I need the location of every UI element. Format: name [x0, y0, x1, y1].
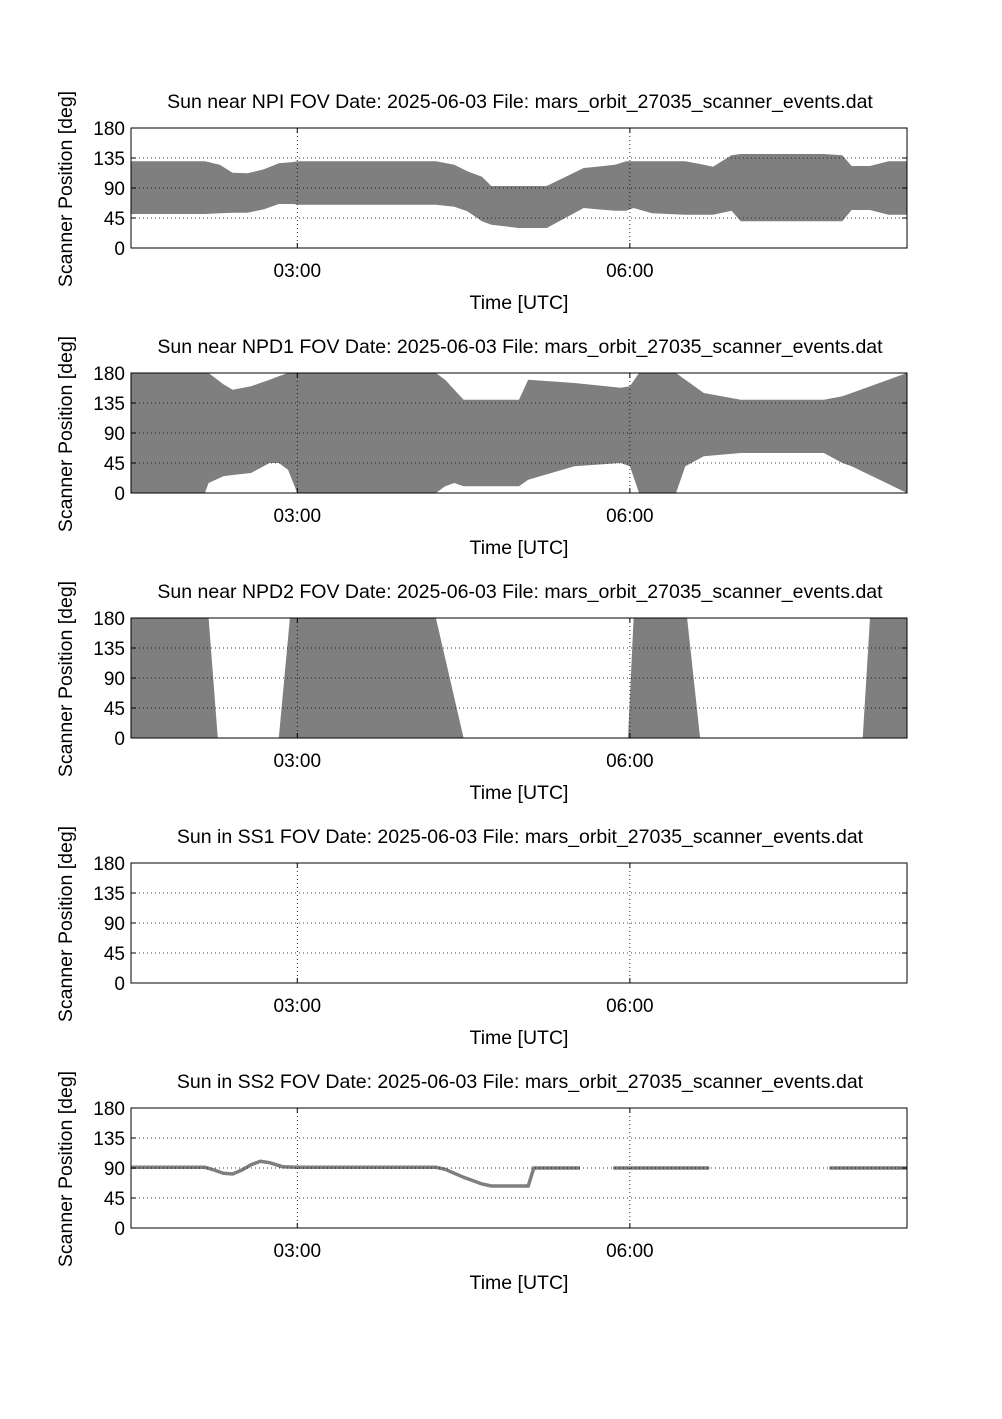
y-tick-label: 0	[114, 239, 125, 260]
y-axis-label: Scanner Position [deg]	[55, 335, 77, 533]
y-axis-label: Scanner Position [deg]	[55, 90, 77, 288]
x-axis-label: Time [UTC]	[469, 292, 569, 314]
x-axis-label: Time [UTC]	[469, 537, 569, 559]
x-tick-label: 06:00	[606, 506, 654, 527]
panel-4	[55, 826, 907, 1049]
y-tick-label: 135	[93, 1129, 125, 1150]
fov-segment	[131, 618, 218, 738]
chart-title: Sun near NPD2 FOV Date: 2025-06-03 File: mars_orbit_27035_scanner_events.dat	[157, 581, 883, 603]
y-tick-label: 135	[93, 639, 125, 660]
y-tick-label: 180	[93, 364, 125, 385]
y-tick-label: 45	[103, 944, 125, 965]
chart-title: Sun near NPI FOV Date: 2025-06-03 File: mars_orbit_27035_scanner_events.dat	[167, 91, 873, 113]
y-tick-label: 135	[93, 394, 125, 415]
x-tick-label: 03:00	[273, 751, 322, 772]
x-tick-label: 03:00	[273, 1241, 322, 1262]
y-tick-label: 135	[93, 149, 125, 170]
y-tick-label: 180	[93, 119, 125, 140]
x-axis-label: Time [UTC]	[469, 782, 569, 804]
y-tick-label: 0	[114, 974, 125, 995]
x-axis-label: Time [UTC]	[469, 1027, 569, 1049]
panel-5	[55, 1071, 907, 1294]
panel-3	[55, 581, 907, 804]
x-tick-label: 03:00	[273, 996, 322, 1017]
y-tick-label: 0	[114, 729, 125, 750]
y-tick-label: 45	[103, 1189, 125, 1210]
fov-segment	[863, 618, 907, 738]
y-tick-label: 45	[103, 209, 125, 230]
y-tick-label: 45	[103, 699, 125, 720]
y-tick-label: 0	[114, 1219, 125, 1240]
x-tick-label: 06:00	[606, 1241, 654, 1262]
panel-2	[55, 336, 907, 559]
y-axis-label: Scanner Position [deg]	[55, 1070, 77, 1268]
x-tick-label: 03:00	[273, 261, 322, 282]
y-tick-label: 90	[103, 179, 125, 200]
chart-title: Sun in SS2 FOV Date: 2025-06-03 File: mars_orbit_27035_scanner_events.dat	[176, 1071, 864, 1093]
x-tick-label: 06:00	[606, 261, 654, 282]
y-tick-label: 90	[103, 914, 125, 935]
y-axis-label: Scanner Position [deg]	[55, 825, 77, 1023]
y-tick-label: 90	[103, 1159, 125, 1180]
y-axis-label: Scanner Position [deg]	[55, 580, 77, 778]
chart-title: Sun near NPD1 FOV Date: 2025-06-03 File: mars_orbit_27035_scanner_events.dat	[157, 336, 883, 358]
x-tick-label: 06:00	[606, 996, 654, 1017]
y-tick-label: 135	[93, 884, 125, 905]
x-tick-label: 03:00	[273, 506, 322, 527]
y-tick-label: 180	[93, 1099, 125, 1120]
x-axis-label: Time [UTC]	[469, 1272, 569, 1294]
y-tick-label: 90	[103, 669, 125, 690]
y-tick-label: 180	[93, 609, 125, 630]
y-tick-label: 45	[103, 454, 125, 475]
y-tick-label: 180	[93, 854, 125, 875]
x-tick-label: 06:00	[606, 751, 654, 772]
y-tick-label: 0	[114, 484, 125, 505]
chart-title: Sun in SS1 FOV Date: 2025-06-03 File: mars_orbit_27035_scanner_events.dat	[176, 826, 864, 848]
panel-1	[55, 91, 907, 314]
y-tick-label: 90	[103, 424, 125, 445]
